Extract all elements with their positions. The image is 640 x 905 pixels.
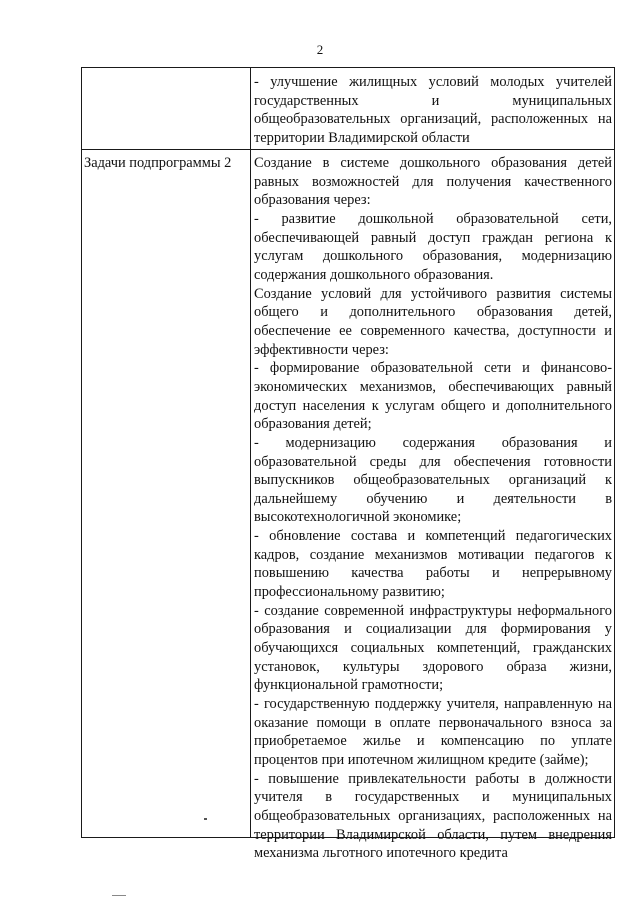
content-paragraph: - формирование образовательной сети и финансово-экономических механизмов, обеспечивающих равный доступ населения к услугам общего и дополнительного образования детей; xyxy=(254,360,612,433)
content-paragraph: Создание условий для устойчивого развития системы общего и дополнительного образования детей, обеспечение ее современного качества, доступности и эффективности через: xyxy=(254,285,612,358)
subprogram-table xyxy=(81,67,615,862)
content-paragraph: Создание в системе дошкольного образования детей равных возможностей для получения качественного образования через: xyxy=(254,155,612,209)
content-paragraph: - модернизацию содержания образования и образовательной среды для обеспечения готовности выпускников общеобразовательных организаций к дальнейшему обучению и деятельности в высокотехнологичной экономике; xyxy=(254,434,612,526)
content-paragraph: - государственную поддержку учителя, направленную на оказание помощи в оплате первоначального взноса за приобретаемое жилье и компенсацию по уплате процентов при ипотечном жилищном кредите (займе); xyxy=(254,696,612,768)
column-divider xyxy=(250,68,251,149)
scan-artifact-dot xyxy=(204,818,207,820)
content-paragraph: - обновление состава и компетенций педагогических кадров, создание механизмов мотивации педагогов к повышению качества работы и непрерывному профессиональному развитию; xyxy=(254,528,612,601)
content-paragraph: - создание современной инфраструктуры неформального образования и социализации для формирования у обучающихся социальных компетенций, гражданских установок, культуры здорового образа жизни, функциональной грамотности; xyxy=(254,602,612,694)
table-row-goals-continued xyxy=(82,68,614,150)
content-paragraph: - повышение привлекательности работы в должности учителя в государственных и муниципальных общеобразовательных организациях, расположенных на территории Владимирской области, путем внедрения механизма льготного ипотечного кредита xyxy=(254,770,612,862)
table-row-subprogram-2-tasks xyxy=(82,150,614,862)
page-number: 2 xyxy=(316,42,324,57)
row-content-cell xyxy=(254,154,612,863)
content-paragraph: - развитие дошкольной образовательной сети, обеспечивающей равный доступ граждан региона к услугам дошкольного образования, модернизацию содержания дошкольного образования. xyxy=(254,210,612,283)
scan-artifact-dash xyxy=(112,895,126,896)
row-label-cell: Задачи подпрограммы 2 xyxy=(84,155,232,171)
row-content-cell xyxy=(254,73,612,148)
column-divider xyxy=(250,150,251,837)
content-paragraph: - улучшение жилищных условий молодых учителей государственных и муниципальных общеобразовательных организаций, расположенных на территории Владимирской области xyxy=(254,74,612,146)
